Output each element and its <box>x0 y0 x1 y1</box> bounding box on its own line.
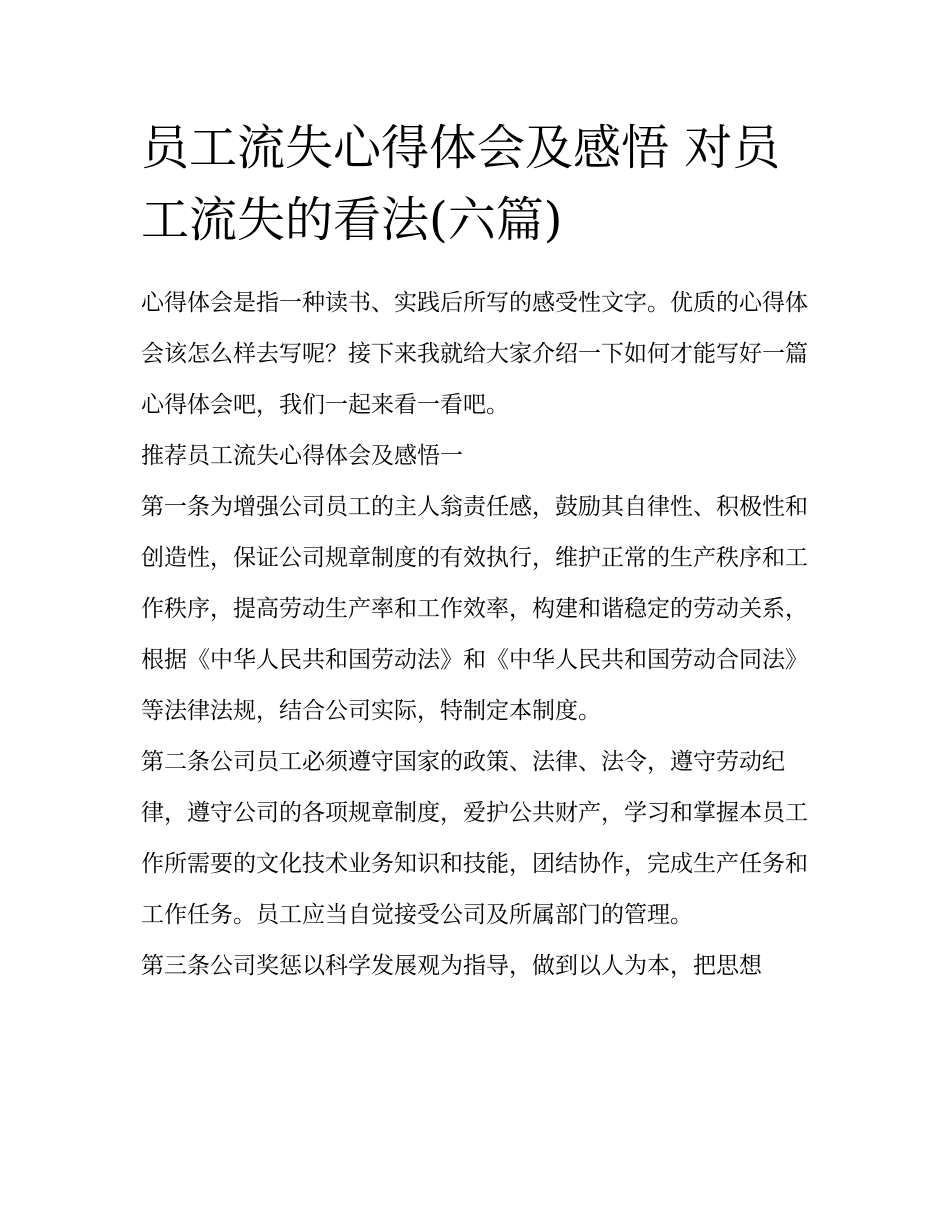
document-body <box>141 278 811 992</box>
section-heading: 推荐员工流失心得体会及感悟一 <box>141 443 463 469</box>
document-content <box>141 112 811 992</box>
document-title: 员工流失心得体会及感悟 对员工流失的看法(六篇) <box>141 120 781 248</box>
article-1-paragraph: 第一条为增强公司员工的主人翁责任感，鼓励其自律性、积极性和创造性，保证公司规章制度的有效执行，维护正常的生产秩序和工作秩序，提高劳动生产率和工作效率，构建和谐稳定的劳动关系，根据《中华人民共和国劳动法》和《中华人民共和国劳动合同法》等法律法规，结合公司实际，特制定本制度。 <box>141 494 808 724</box>
intro-paragraph: 心得体会是指一种读书、实践后所写的感受性文字。优质的心得体会该怎么样去写呢？接下来我就给大家介绍一下如何才能写好一篇心得体会吧，我们一起来看一看吧。 <box>141 290 808 418</box>
article-2-paragraph: 第二条公司员工必须遵守国家的政策、法律、法令，遵守劳动纪律，遵守公司的各项规章制度，爱护公共财产，学习和掌握本员工作所需要的文化技术业务知识和技能，团结协作，完成生产任务和工作任务。员工应当自觉接受公司及所属部门的管理。 <box>141 749 808 928</box>
article-3-paragraph: 第三条公司奖惩以科学发展观为指导，做到以人为本，把思想 <box>141 953 762 979</box>
